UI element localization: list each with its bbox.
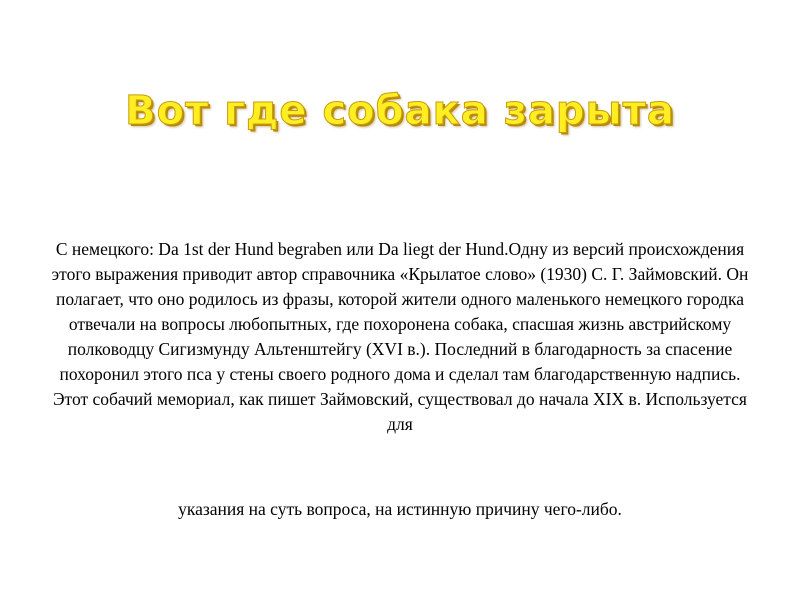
slide-title: Вот где собака зарыта	[125, 88, 675, 134]
slide-paragraph-tail: указания на суть вопроса, на истинную причину чего-либо.	[178, 499, 622, 519]
slide-paragraph: С немецкого: Da 1st der Hund begraben или Da liegt der Hund.Одну из версий происхождения этого выражения приводит автор справочника «Крылатое слово» (1930) С. Г. Займовский. Он полагает, что оно родилось из фразы, которой жители одного маленького немецкого городка отвечали на вопросы любопытных, где похоронена собака, спасшая жизнь австрийскому полководцу Сигизмунду Альтенштейгу (XVI в.). Последний в благодарность за спасение похоронил этого пса у стены своего родного дома и сделал там благодарственную надпись. Этот собачий мемориал, как пишет Займовский, существовал до начала XIX в. Используется для	[51, 239, 749, 434]
